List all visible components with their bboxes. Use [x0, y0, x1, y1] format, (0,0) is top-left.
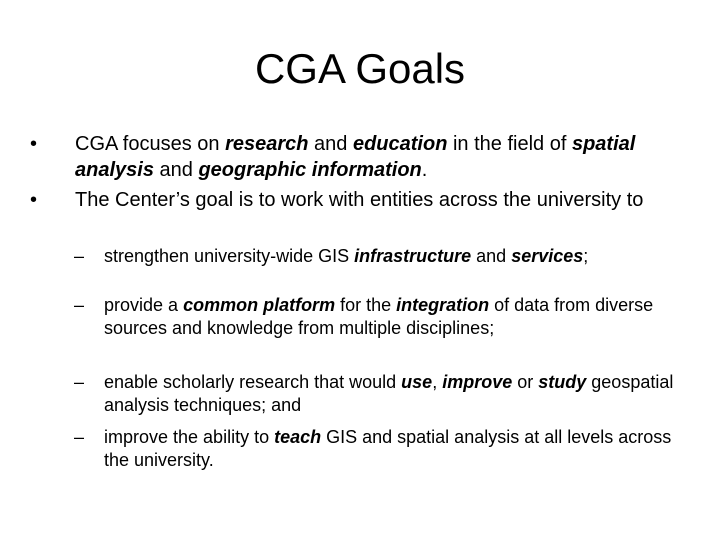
subbullet-item-provide: [74, 294, 694, 339]
subbullet-text: strengthen university-wide GIS infrastructure and services;: [104, 246, 589, 266]
dash-marker: –: [74, 372, 85, 392]
subbullet-item-improve: [74, 426, 694, 471]
bullet-marker: •: [30, 189, 38, 211]
dash-marker: –: [74, 295, 85, 315]
bullet-text: The Center’s goal is to work with entities across the university to: [75, 189, 644, 211]
subbullet-item-enable: [74, 371, 694, 416]
slide-title: CGA Goals: [254, 45, 466, 92]
dash-marker: –: [74, 427, 85, 447]
bullet-item-center-goal: [30, 187, 695, 213]
bullet-marker: •: [30, 133, 38, 155]
subbullet-item-strengthen: [74, 245, 694, 268]
subbullet-text: improve the ability to teach GIS and spatial analysis at all levels across the university.: [104, 427, 672, 470]
subbullet-text: enable scholarly research that would use, improve or study geospatial analysis techniques; and: [104, 372, 674, 415]
dash-marker: –: [74, 246, 85, 266]
bullet-text: CGA focuses on research and education in the field of spatial analysis and geographic information.: [75, 133, 636, 181]
subbullet-text: provide a common platform for the integration of data from diverse sources and knowledge from multiple disciplines;: [104, 295, 654, 338]
bullet-item-cga-focus: [30, 131, 695, 183]
